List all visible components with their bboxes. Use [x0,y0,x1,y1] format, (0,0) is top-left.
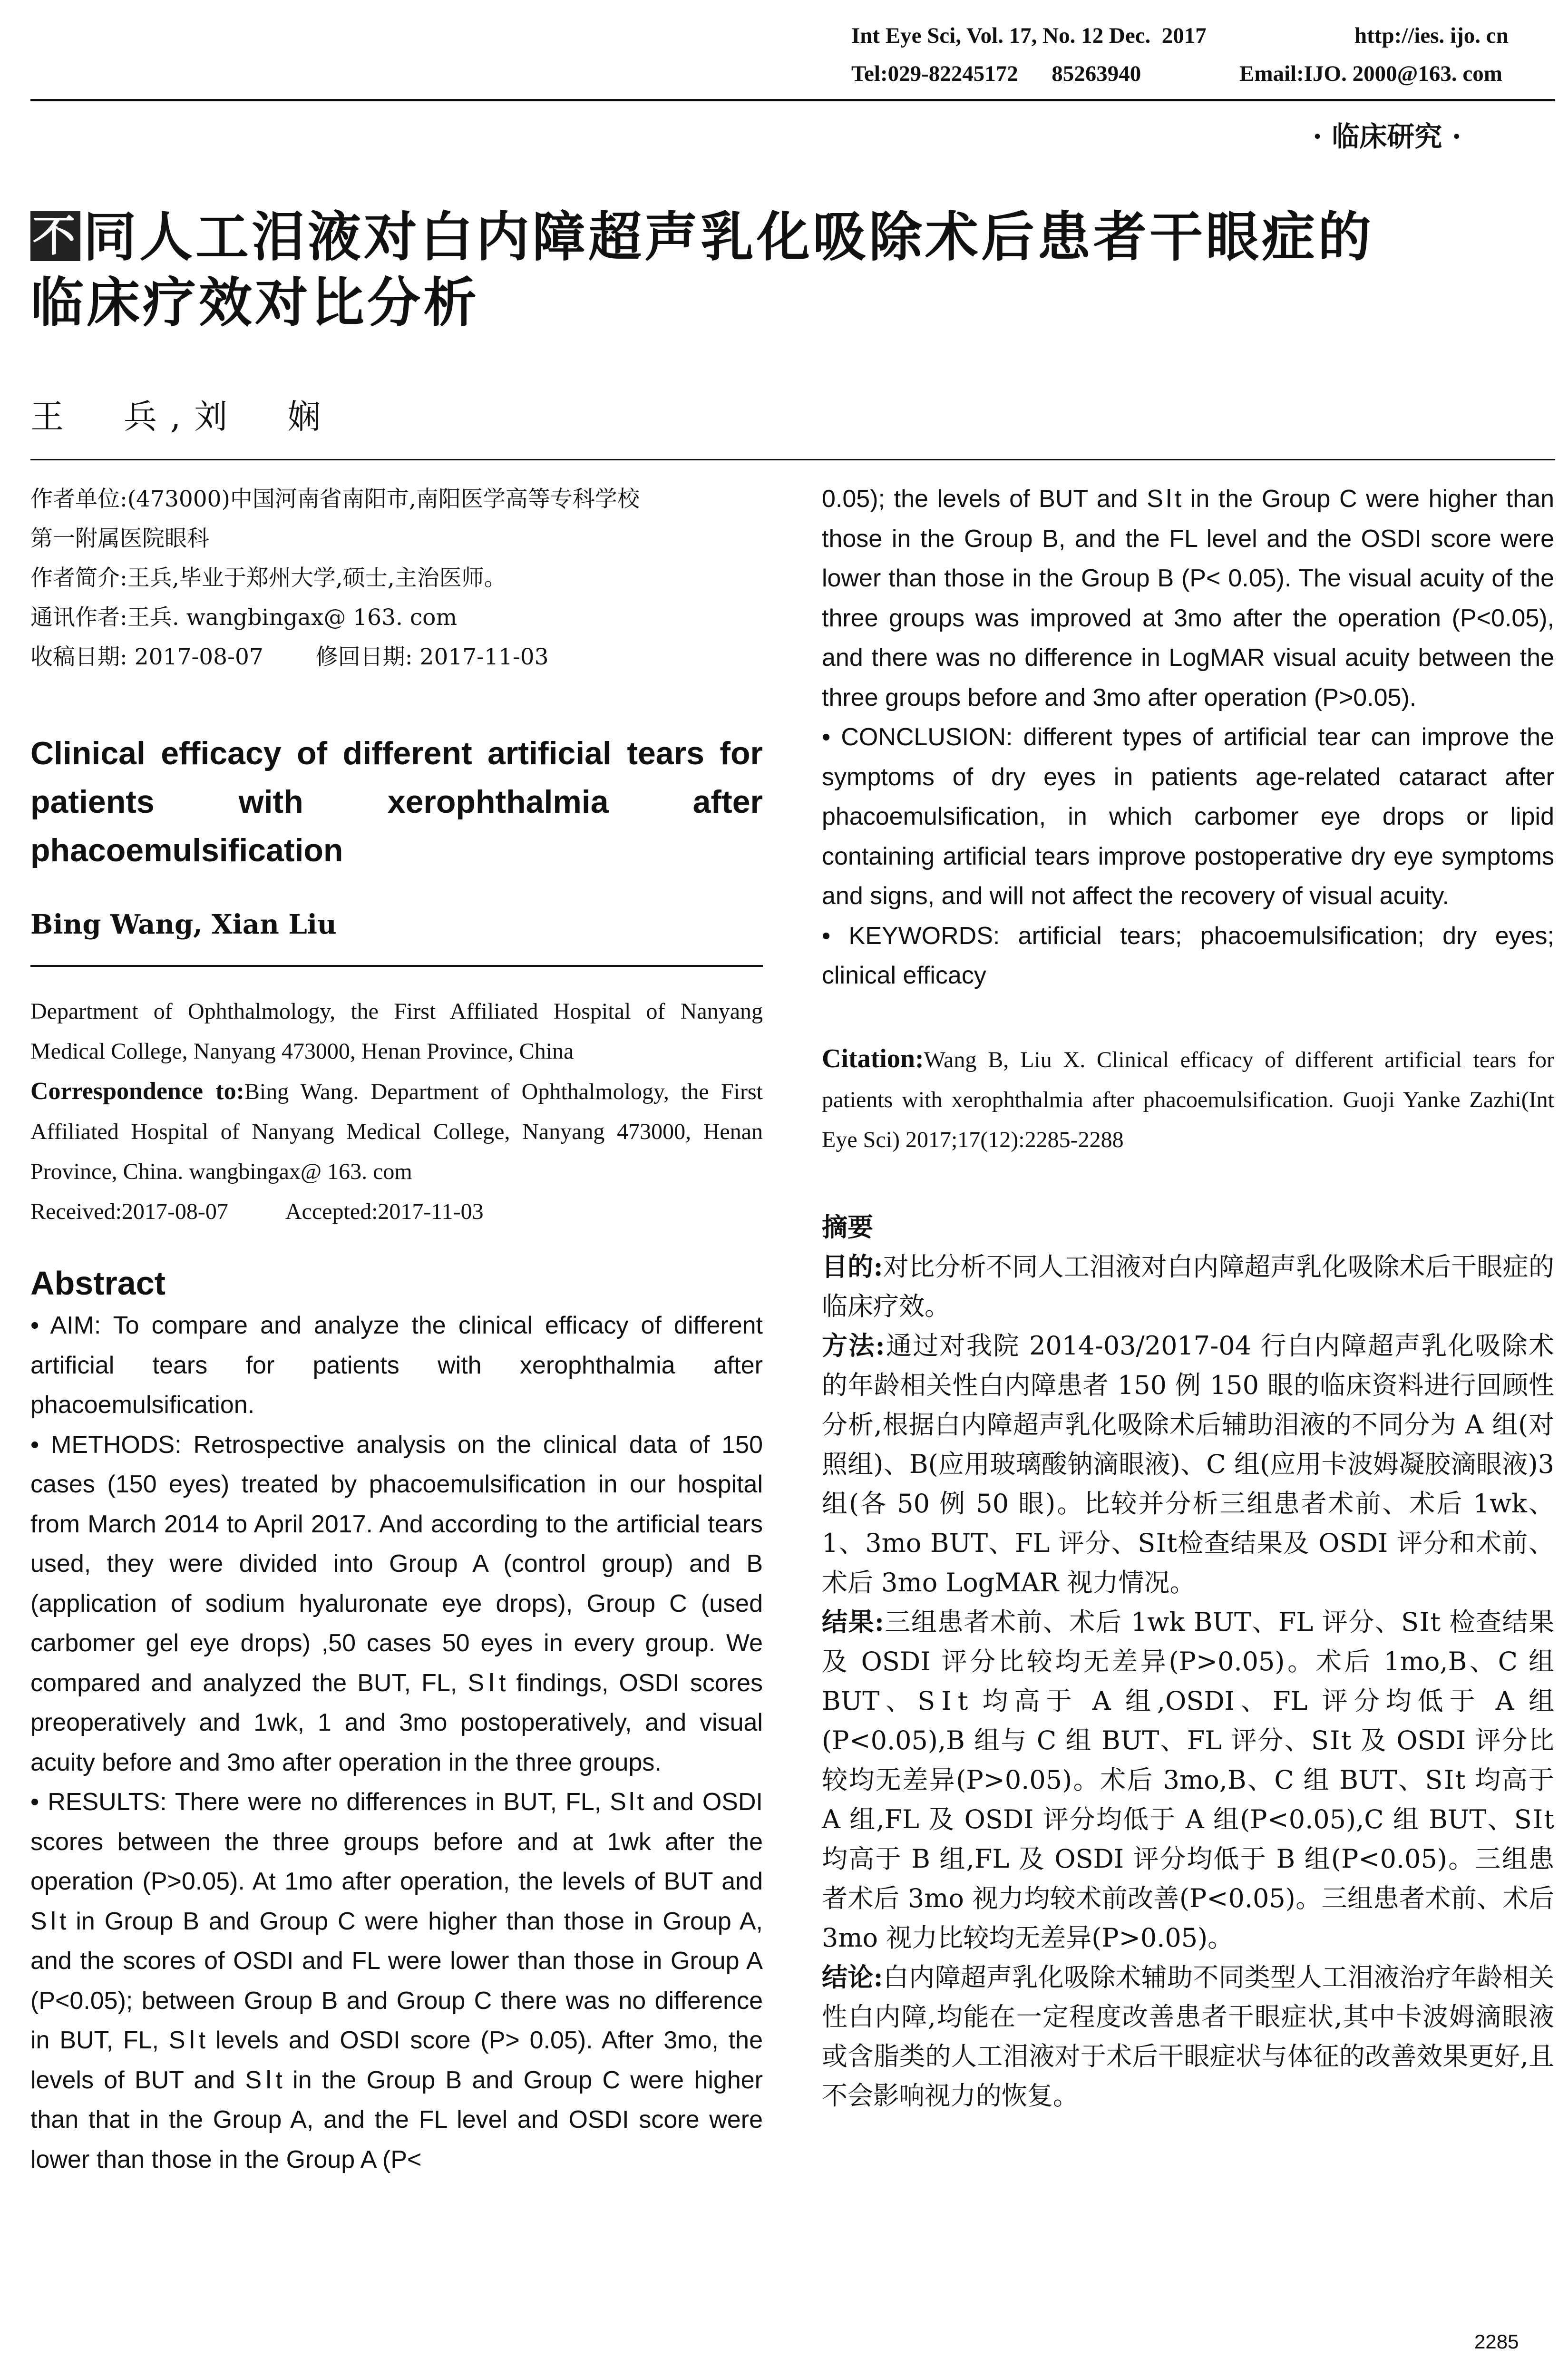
title-line-2: 临床疗效对比分析 [30,272,479,334]
authors-cn: 王 兵,刘 娴 [30,397,334,436]
citation-label: Citation: [822,1043,924,1073]
cn-conclusion-label: 结论: [822,1961,883,1992]
abstract-results-part2: 0.05); the levels of BUT and SⅠt in the Group C were higher than those in the Group B, and the FL level and the OSDI score were lower than those in the Group B (P< 0.05). The visual acuity of the three groups was improved at 3mo after the operation (P<0.05), and there was no difference in LogMAR visual acuity between the three groups before and 3mo after operation (P>0.05). [822,485,1554,711]
abstract-methods: • METHODS: Retrospective analysis on the clinical data of 150 cases (150 eyes) treated by phacoemulsification in our hospital from March 2014 to April 2017. And according to the artificial tears used, they were divided into Group A (control group) and B (application of sodium hyaluronate eye drops), Group C (used carbomer gel eye drops) ,50 cases 50 eyes in every group. We compared and analyzed the BUT, FL, SⅠt findings, OSDI scores preoperatively and 1wk, 1 and 3mo postoperatively, and visual acuity before and 3mo after operation in the three groups. [30,1431,763,1776]
cn-results-text: 三组患者术前、术后 1wk BUT、FL 评分、SⅠt 检查结果及 OSDI 评分比较均无差异(P>0.05)。术后 1mo,B、C 组 BUT、SⅠt 均高于 A 组,OSDI、FL 评分均低于 A 组(P<0.05),B 组与 C 组 BUT、FL 评分、SⅠt 及 OSDI 评分比较均无差异(P>0.05)。术后 3mo,B、C 组 BUT、SⅠt 均高于 A 组,FL 及 OSDI 评分均低于 A 组(P<0.05),C 组 BUT、SⅠt均高于 B 组,FL 及 OSDI 评分均低于 B 组(P<0.05)。三组患者术后 3mo 视力均较术前改善(P<0.05)。三组患者术前、术后 3mo 视力比较均无差异(P>0.05)。 [822,1607,1554,1953]
received-cn: 收稿日期: 2017-08-07 [30,644,263,670]
affiliation-line-1: 作者单位:(473000)中国河南省南阳市,南阳医学高等专科学校 [30,486,640,512]
cn-conclusion-text: 白内障超声乳化吸除术辅助不同类型人工泪液治疗年龄相关性白内障,均能在一定程度改善患者干眼症状,其中卡波姆滴眼液或含脂类的人工泪液对于术后干眼症状与体征的改善效果更好,且不会影响视力的恢复。 [822,1962,1554,2111]
english-authors: Bing Wang, Xian Liu [30,909,337,940]
english-authors-rule [30,965,763,967]
article-title [30,205,1562,336]
abstract-conclusion: • CONCLUSION: different types of artificial tear can improve the symptoms of dry eyes in patients age-related cataract after phacoemulsification, in which carbomer eye drops or lipid containing artificial tears improve postoperative dry eye symptoms and signs, and will not affect the recovery of visual acuity. [822,723,1554,910]
correspondence-en [30,1072,763,1192]
english-affiliation: Department of Ophthalmology, the First Affiliated Hospital of Nanyang Medical College, Nanyang 473000, Henan Province, China [30,999,763,1064]
author-bio: 作者简介:王兵,毕业于郑州大学,硕士,主治医师。 [30,565,506,591]
cn-methods-label: 方法: [822,1330,885,1361]
journal-url: http://ies. ijo. cn [1354,23,1509,48]
citation [822,1039,1554,1160]
abstract-keywords: • KEYWORDS: artificial tears; phacoemulsification; dry eyes; clinical efficacy [822,922,1554,989]
cn-abstract-aim [822,1247,1554,1326]
abstract-aim: • AIM: To compare and analyze the clinical efficacy of different artificial tears for patients with xerophthalmia after phacoemulsification. [30,1312,763,1419]
affiliation-line-2: 第一附属医院眼科 [30,526,209,552]
title-line-1: 同人工泪液对白内障超声乳化吸除术后患者干眼症的 [83,206,1374,268]
cn-abstract-heading: 摘要 [822,1211,873,1242]
received-en: Received:2017-08-07 [30,1199,228,1224]
cn-abstract-results [822,1602,1554,1958]
dates-en [30,1192,763,1232]
journal-tel: Tel:029-82245172 85263940 [851,61,1141,86]
journal-email: Email:IJO. 2000@163. com [1239,61,1502,86]
revised-cn: 修回日期: 2017-11-03 [315,644,549,670]
title-first-char: 不 [30,211,80,261]
left-column [30,479,763,2180]
cn-results-label: 结果: [822,1606,884,1637]
cn-methods-text: 通过对我院 2014-03/2017-04 行白内障超声乳化吸除术的年龄相关性白内障患者 150 例 150 眼的临床资料进行回顾性分析,根据白内障超声乳化吸除术后辅助泪液的不同分为 A 组(对照组)、B(应用玻璃酸钠滴眼液)、C 组(应用卡波姆凝胶滴眼液)3 组(各 50 例 50 眼)。比较并分析三组患者术前、术后 1wk、1、3mo BUT、FL 评分、SⅠt检查结果及 OSDI 评分和术前、术后 3mo LogMAR 视力情况。 [822,1330,1555,1598]
english-title: Clinical efficacy of different artificial tears for patients with xerophthalmia after phacoemulsification [30,735,763,868]
cn-abstract-conclusion [822,1958,1554,2115]
dates-cn [30,637,763,677]
correspondence-text: Bing Wang. Department of Ophthalmology, the First Affiliated Hospital of Nanyang Medical College, Nanyang 473000, Henan Province, China. wangbingax@ 163. com [30,1079,763,1184]
page-number: 2285 [1474,2330,1519,2353]
abstract-results-part1: • RESULTS: There were no differences in BUT, FL, SⅠt and OSDI scores between the three groups before and at 1wk after the operation (P>0.05). At 1mo after operation, the levels of BUT and SⅠt in Group B and Group C were higher than those in Group A, and the scores of OSDI and FL were lower than those in Group A (P<0.05); between Group B and Group C there was no difference in BUT, FL, SⅠt levels and OSDI score (P> 0.05). After 3mo, the levels of BUT and SⅠt in the Group B and Group C were higher than that in the Group A, and the FL level and OSDI score were lower than those in the Group A (P< [30,1788,763,2173]
journal-issue: Int Eye Sci, Vol. 17, No. 12 Dec. 2017 [851,23,1207,48]
section-label: · 临床研究 · [1313,120,1461,153]
cn-abstract-methods [822,1326,1554,1602]
right-column [822,479,1554,2115]
cn-aim-label: 目的: [822,1251,883,1282]
abstract-heading: Abstract [30,1265,166,1302]
correspondence-cn: 通讯作者:王兵. wangbingax@ 163. com [30,604,458,631]
accepted-en: Accepted:2017-11-03 [285,1199,484,1224]
correspondence-label: Correspondence to: [30,1078,244,1105]
author-info-cn [30,479,763,677]
header-rule [30,99,1555,101]
authors-rule [30,459,1555,460]
citation-text: Wang B, Liu X. Clinical efficacy of different artificial tears for patients with xerophthalmia after phacoemulsification. Guoji Yanke Zazhi(Int Eye Sci) 2017;17(12):2285-2288 [822,1047,1554,1152]
cn-aim-text: 对比分析不同人工泪液对白内障超声乳化吸除术后干眼症的临床疗效。 [822,1251,1554,1321]
